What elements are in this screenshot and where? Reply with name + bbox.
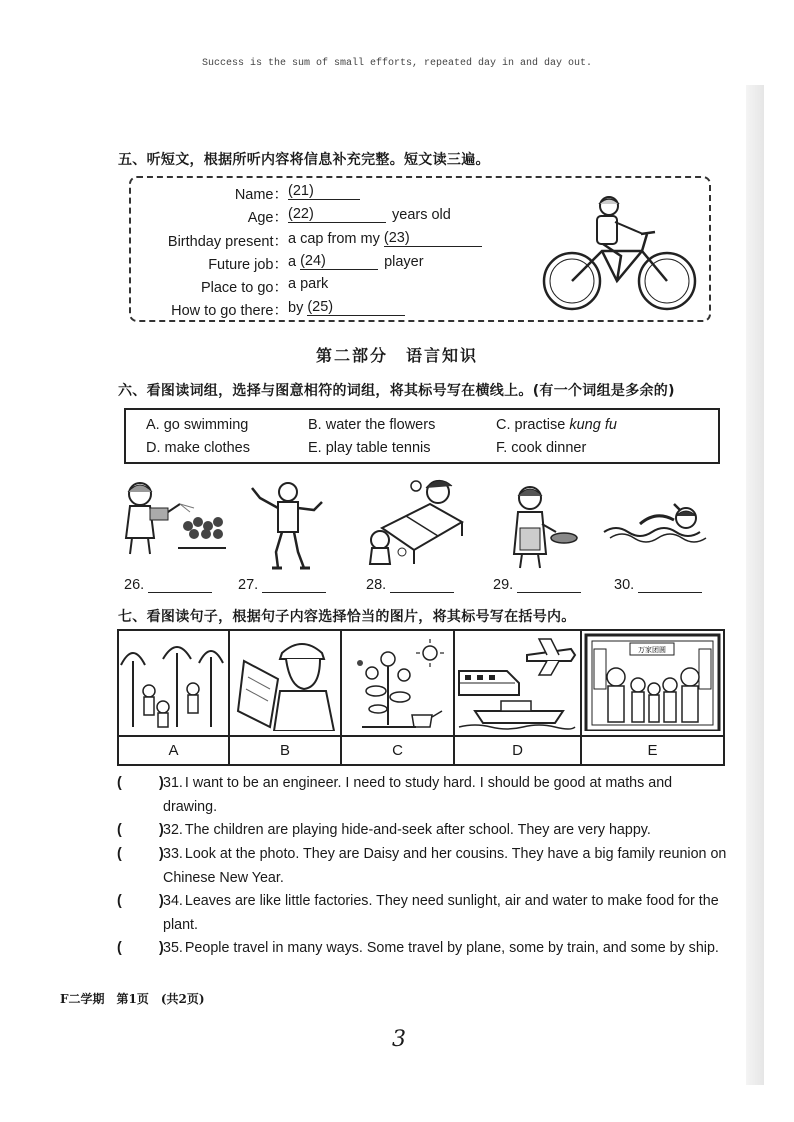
answer-27 [238,577,326,593]
info-label: How to go there： [171,303,288,319]
picture-c-cell [342,631,455,735]
info-row [131,183,288,203]
boy-on-bicycle-picture [537,196,707,316]
answer-blank[interactable] [262,578,326,593]
answer-paren-open[interactable]: ( [117,822,122,838]
listening-info-box [129,176,711,322]
question-number: 33. [163,846,183,862]
answer-paren-close: ) [159,822,164,838]
question-body: The children are playing hide-and-seek after school. They are very happy. [184,822,651,838]
table-tennis-picture [358,476,468,568]
info-row [131,299,288,319]
answer-paren-close: ) [159,775,164,791]
answer-paren-close: ) [159,940,164,956]
answer-number: 28. [366,577,387,593]
question-number: 34. [163,893,183,909]
answer-blank[interactable] [390,578,454,593]
question-body: Look at the photo. They are Daisy and her cousins. They have a big family reunion on Chinese New Year. [163,846,727,886]
section7-title: 七、看图读句子，根据句子内容选择恰当的图片，将其标号写在括号内。 [118,609,576,625]
answer-number: 30. [614,577,635,593]
picture-label-e: E [582,735,723,764]
info-prefix: a cap from my [288,231,380,247]
answer-blank[interactable] [384,230,482,247]
answer-26 [124,577,212,593]
answer-paren-close: ) [159,846,164,862]
picture-a-cell [119,631,230,735]
option-f: F. cook dinner [496,440,587,456]
plane-train-ship-picture [455,631,578,731]
picture-label-a: A [119,735,230,764]
engineer-picture [230,631,338,731]
answer-number: 26. [124,577,145,593]
info-row [131,276,288,296]
answer-blank[interactable] [300,253,378,270]
blank-number: (25) [307,299,334,315]
option-c: C. practise kung fu [496,417,617,433]
answer-blank[interactable] [638,578,702,593]
info-value [288,206,451,223]
info-value [288,230,482,247]
info-value [288,299,405,316]
blank-number: (24) [300,253,326,269]
blank-number: (21) [288,183,314,199]
section5-title: 五、听短文，根据所听内容将信息补充完整。短文读三遍。 [118,152,490,168]
question-text [163,936,729,960]
picture-grid [117,629,725,766]
answer-blank[interactable] [288,183,360,200]
info-row [131,253,288,273]
blank-number: (23) [383,230,410,246]
info-value [288,183,360,200]
info-prefix: by [288,300,304,316]
info-value [288,276,332,292]
answer-number: 27. [238,577,259,593]
option-d: D. make clothes [146,440,250,456]
motto: Success is the sum of small efforts, repeated day in and day out. [201,58,593,69]
info-row [131,206,288,226]
info-value [288,253,424,270]
section6-title: 六、看图读词组，选择与图意相符的词组，将其标号写在横线上。(有一个词组是多余的) [118,383,675,399]
picture-e-cell [582,631,723,735]
blank-number: (22) [288,206,314,222]
cooking-dinner-picture [500,484,580,570]
page-footer: F二学期 第1页 (共2页) [60,992,205,1006]
watering-flowers-picture [118,478,228,558]
phrase-options-box [124,408,720,464]
info-label: Place to go： [200,280,288,296]
kung-fu-picture [248,480,328,572]
question-text [163,771,729,819]
question-body: I want to be an engineer. I need to study hard. I should be good at maths and drawing. [163,775,673,815]
info-suffix: player [384,254,424,270]
picture-label-d: D [455,735,582,764]
info-label: Birthday present： [167,234,288,250]
question-body: Leaves are like little factories. They need sunlight, air and water to make food for the plant. [163,893,719,933]
question-text [163,818,729,842]
picture-d-cell [455,631,582,735]
part2-title: 第二部分 语言知识 [315,346,478,365]
page-number: 3 [392,1027,406,1052]
question-number: 31. [163,775,183,791]
answer-blank[interactable] [517,578,581,593]
option-c-italic: kung fu [569,417,617,433]
question-number: 32. [163,822,183,838]
picture-label-c: C [342,735,455,764]
option-b: B. water the flowers [308,417,436,433]
picture-label-b: B [230,735,342,764]
answer-blank[interactable] [307,299,405,316]
question-text [163,842,729,890]
info-row [131,230,288,250]
info-prefix: a [288,254,297,270]
answer-29 [493,577,581,593]
answer-28 [366,577,454,593]
question-number: 35. [163,940,183,956]
poster-text: 万家团圆 [638,646,666,654]
option-e: E. play table tennis [308,440,431,456]
answer-30 [614,577,702,593]
question-body: People travel in many ways. Some travel by plane, some by train, and some by ship. [184,940,719,956]
answer-paren-open[interactable]: ( [117,940,122,956]
picture-b-cell [230,631,342,735]
info-label: Future job： [208,257,288,273]
option-a: A. go swimming [146,417,249,433]
family-reunion-picture [582,631,723,731]
answer-paren-close: ) [159,893,164,909]
hide-and-seek-picture [119,631,226,731]
info-suffix: years old [392,207,451,223]
answer-blank[interactable] [288,206,386,223]
answer-paren-open[interactable]: ( [117,846,122,862]
scan-shadow [746,85,764,1085]
info-label: Age： [247,210,288,226]
info-label: Name： [234,187,288,203]
answer-number: 29. [493,577,514,593]
answer-paren-open[interactable]: ( [117,893,122,909]
answer-paren-open[interactable]: ( [117,775,122,791]
answer-blank[interactable] [148,578,212,593]
info-prefix: a park [288,276,329,292]
plant-and-sun-picture [342,631,451,731]
swimming-picture [600,494,712,544]
question-text [163,889,729,937]
